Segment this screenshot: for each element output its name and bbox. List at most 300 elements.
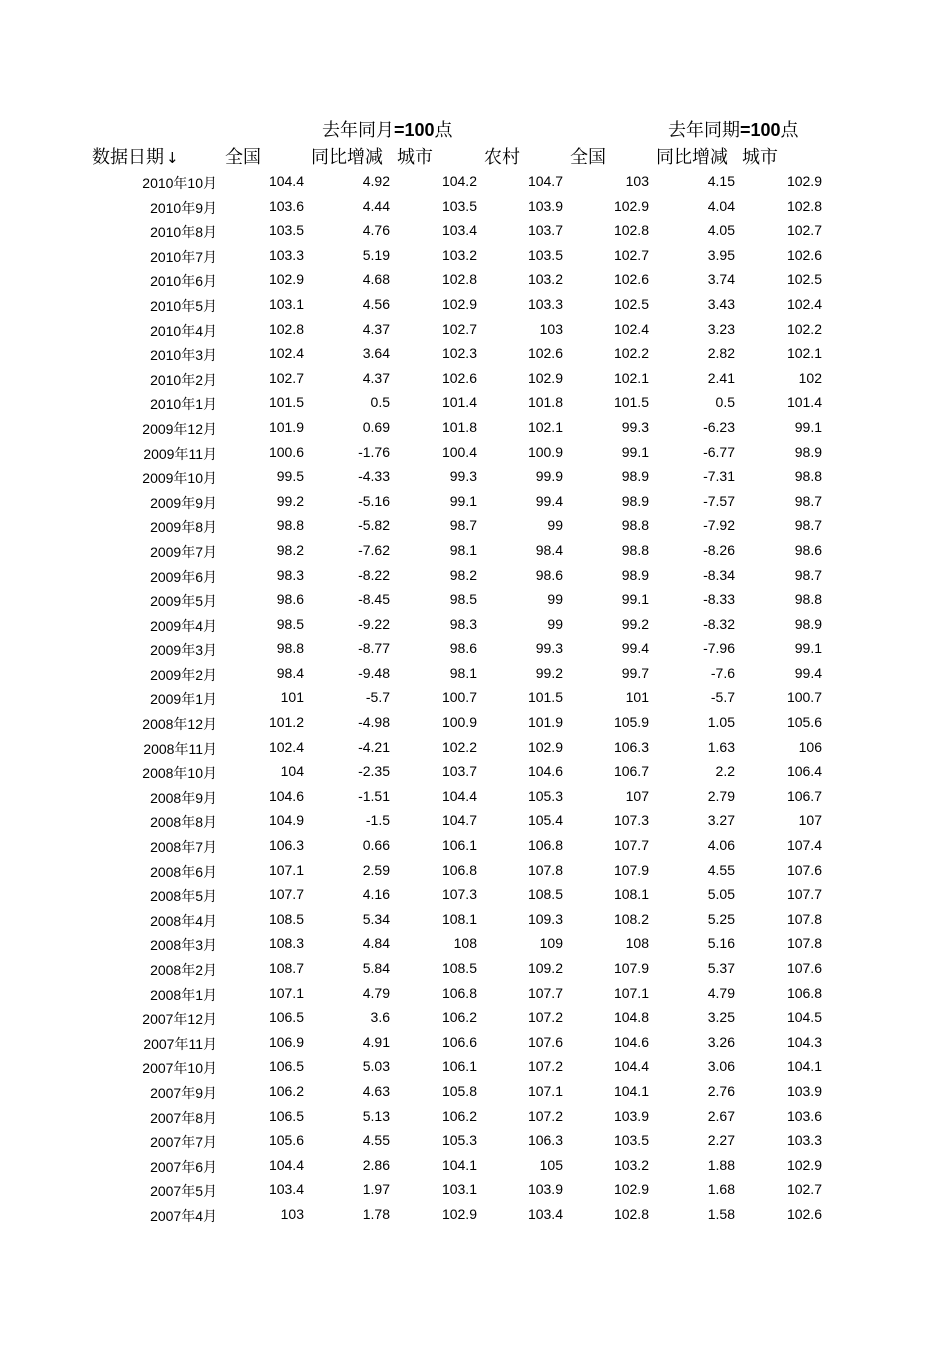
yoy-change-cell: 1.97 [362, 1181, 390, 1198]
national-index-cell: 100.6 [268, 443, 304, 460]
national-period-index-cell: 102.4 [613, 320, 649, 337]
city-index-cell: 105.3 [441, 1132, 477, 1149]
period-yoy-change-cell: 3.06 [707, 1058, 735, 1075]
rural-index-cell: 100.9 [527, 443, 563, 460]
table-row [0, 1178, 950, 1203]
city-index-cell: 102.3 [441, 345, 477, 362]
national-index-cell: 98.8 [276, 517, 304, 534]
date-cell: 2007年9月 [150, 1084, 217, 1101]
national-period-index-cell: 102.9 [613, 197, 649, 214]
period-yoy-change-cell: -8.26 [703, 541, 735, 558]
city-index-cell: 103.4 [441, 222, 477, 239]
city-index-cell: 102.9 [441, 295, 477, 312]
period-yoy-change-cell: 3.74 [707, 271, 735, 288]
table-row [0, 883, 950, 908]
table-row [0, 170, 950, 195]
yoy-change-cell: 3.64 [362, 345, 390, 362]
rural-index-cell: 99.2 [535, 664, 563, 681]
national-index-cell: 101.9 [268, 418, 304, 435]
yoy-change-cell: -1.51 [358, 787, 390, 804]
city-index-cell: 102.8 [441, 271, 477, 288]
city-index-cell: 98.1 [449, 541, 477, 558]
national-period-index-cell: 108.1 [613, 886, 649, 903]
city-period-index-cell: 102.6 [786, 246, 822, 263]
rural-index-cell: 107.2 [527, 1107, 563, 1124]
group-title-same-period: 去年同期=100点 [668, 120, 799, 141]
national-index-cell: 104 [280, 763, 304, 780]
national-period-index-cell: 107.3 [613, 812, 649, 829]
national-index-cell: 102.7 [268, 369, 304, 386]
rural-index-cell: 105 [539, 1156, 563, 1173]
national-index-cell: 102.4 [268, 345, 304, 362]
table-row [0, 711, 950, 736]
table-row [0, 785, 950, 810]
national-period-index-cell: 102.5 [613, 295, 649, 312]
national-index-cell: 98.2 [276, 541, 304, 558]
rural-index-cell: 109.2 [527, 960, 563, 976]
city-period-index-cell: 103.3 [786, 1132, 822, 1149]
date-cell: 2008年5月 [150, 888, 217, 905]
date-cell: 2009年12月 [142, 420, 217, 437]
header-national-2: 全国 [570, 147, 606, 168]
yoy-change-cell: -5.7 [365, 689, 390, 706]
yoy-change-cell: 4.37 [362, 369, 390, 386]
city-index-cell: 108 [453, 935, 477, 952]
header-date[interactable]: 数据日期 ↓ [92, 147, 179, 168]
table-row [0, 834, 950, 859]
city-period-index-cell: 102.6 [786, 1205, 822, 1222]
city-period-index-cell: 99.4 [794, 664, 822, 681]
period-yoy-change-cell: 1.68 [707, 1181, 735, 1198]
period-yoy-change-cell: 1.58 [707, 1205, 735, 1222]
rural-index-cell: 103.5 [527, 246, 563, 263]
national-period-index-cell: 102.8 [613, 1205, 649, 1222]
table-row [0, 1129, 950, 1154]
national-period-index-cell: 99.1 [621, 443, 649, 460]
table-row [0, 564, 950, 589]
yoy-change-cell: 4.37 [362, 320, 390, 337]
period-yoy-change-cell: 4.04 [707, 197, 735, 214]
rural-index-cell: 105.4 [527, 812, 563, 829]
national-index-cell: 104.6 [268, 787, 304, 804]
national-period-index-cell: 103.9 [613, 1107, 649, 1124]
yoy-change-cell: 4.91 [362, 1033, 390, 1050]
header-rural: 农村 [484, 147, 520, 168]
national-index-cell: 98.3 [276, 566, 304, 583]
period-yoy-change-cell: 4.15 [707, 173, 735, 189]
table-row [0, 809, 950, 834]
rural-index-cell: 105.3 [527, 787, 563, 804]
city-index-cell: 100.9 [441, 714, 477, 731]
city-period-index-cell: 102.2 [786, 320, 822, 337]
yoy-change-cell: 5.19 [362, 246, 390, 263]
city-period-index-cell: 106.7 [786, 787, 822, 804]
table-row [0, 293, 950, 318]
national-period-index-cell: 107.9 [613, 861, 649, 878]
table-row [0, 268, 950, 293]
yoy-change-cell: -7.62 [358, 541, 390, 558]
national-index-cell: 103 [280, 1205, 304, 1222]
city-period-index-cell: 102.9 [786, 173, 822, 189]
date-cell: 2009年4月 [150, 617, 217, 634]
city-index-cell: 102.9 [441, 1205, 477, 1222]
rural-index-cell: 103.3 [527, 295, 563, 312]
date-cell: 2008年9月 [150, 789, 217, 806]
date-cell: 2009年9月 [150, 494, 217, 511]
period-yoy-change-cell: 4.06 [707, 837, 735, 854]
date-cell: 2009年3月 [150, 642, 217, 659]
period-yoy-change-cell: -8.33 [703, 591, 735, 608]
yoy-change-cell: 4.68 [362, 271, 390, 288]
city-index-cell: 107.3 [441, 886, 477, 903]
yoy-change-cell: 5.34 [362, 910, 390, 927]
period-yoy-change-cell: 4.55 [707, 861, 735, 878]
yoy-change-cell: -4.33 [358, 468, 390, 485]
yoy-change-cell: -8.22 [358, 566, 390, 583]
period-yoy-change-cell: 4.05 [707, 222, 735, 239]
city-index-cell: 99.1 [449, 492, 477, 509]
yoy-change-cell: -4.21 [358, 738, 390, 755]
date-cell: 2009年1月 [150, 691, 217, 708]
national-index-cell: 108.3 [268, 935, 304, 952]
national-period-index-cell: 98.9 [621, 566, 649, 583]
rural-index-cell: 101.9 [527, 714, 563, 731]
national-index-cell: 103.1 [268, 295, 304, 312]
table-row [0, 662, 950, 687]
city-index-cell: 98.1 [449, 664, 477, 681]
national-period-index-cell: 107.9 [613, 960, 649, 976]
city-index-cell: 103.5 [441, 197, 477, 214]
yoy-change-cell: 4.56 [362, 295, 390, 312]
national-period-index-cell: 101.5 [613, 394, 649, 411]
table-row [0, 957, 950, 982]
table-row [0, 318, 950, 343]
city-period-index-cell: 98.7 [794, 517, 822, 534]
rural-index-cell: 103.4 [527, 1205, 563, 1222]
yoy-change-cell: 4.16 [362, 886, 390, 903]
rural-index-cell: 103.9 [527, 1181, 563, 1198]
city-period-index-cell: 105.6 [786, 714, 822, 731]
city-period-index-cell: 102.8 [786, 197, 822, 214]
yoy-change-cell: -8.77 [358, 640, 390, 657]
yoy-change-cell: 4.55 [362, 1132, 390, 1149]
city-period-index-cell: 99.1 [794, 418, 822, 435]
city-period-index-cell: 107.6 [786, 861, 822, 878]
header-yoy-2: 同比增减 [656, 147, 728, 168]
city-index-cell: 98.5 [449, 591, 477, 608]
rural-index-cell: 102.9 [527, 369, 563, 386]
city-index-cell: 106.8 [441, 861, 477, 878]
date-cell: 2008年6月 [150, 863, 217, 880]
city-index-cell: 102.2 [441, 738, 477, 755]
date-cell: 2010年6月 [150, 273, 217, 290]
city-period-index-cell: 98.7 [794, 492, 822, 509]
date-cell: 2007年8月 [150, 1109, 217, 1126]
national-index-cell: 107.1 [268, 861, 304, 878]
date-cell: 2008年10月 [142, 765, 217, 782]
rural-index-cell: 101.8 [527, 394, 563, 411]
city-period-index-cell: 98.9 [794, 443, 822, 460]
city-period-index-cell: 102.9 [786, 1156, 822, 1173]
rural-index-cell: 101.5 [527, 689, 563, 706]
period-yoy-change-cell: 3.43 [707, 295, 735, 312]
city-period-index-cell: 107.6 [786, 960, 822, 976]
period-yoy-change-cell: 3.23 [707, 320, 735, 337]
city-index-cell: 98.3 [449, 615, 477, 632]
national-period-index-cell: 108 [625, 935, 649, 952]
city-index-cell: 103.7 [441, 763, 477, 780]
period-yoy-change-cell: 5.16 [707, 935, 735, 952]
city-period-index-cell: 100.7 [786, 689, 822, 706]
period-yoy-change-cell: -7.31 [703, 468, 735, 485]
period-yoy-change-cell: -6.23 [703, 418, 735, 435]
period-yoy-change-cell: 3.95 [707, 246, 735, 263]
city-index-cell: 98.6 [449, 640, 477, 657]
table-row [0, 613, 950, 638]
national-period-index-cell: 98.9 [621, 492, 649, 509]
period-yoy-change-cell: -7.92 [703, 517, 735, 534]
national-period-index-cell: 101 [625, 689, 649, 706]
city-period-index-cell: 102.1 [786, 345, 822, 362]
period-yoy-change-cell: 2.2 [715, 763, 735, 780]
rural-index-cell: 106.3 [527, 1132, 563, 1149]
table-row [0, 982, 950, 1007]
city-period-index-cell: 107 [798, 812, 822, 829]
city-period-index-cell: 102 [798, 369, 822, 386]
period-yoy-change-cell: -8.34 [703, 566, 735, 583]
national-index-cell: 106.5 [268, 1009, 304, 1026]
city-period-index-cell: 104.1 [786, 1058, 822, 1075]
sort-down-arrow-icon[interactable]: ↓ [166, 149, 179, 167]
city-period-index-cell: 98.7 [794, 566, 822, 583]
national-index-cell: 106.5 [268, 1107, 304, 1124]
national-index-cell: 107.7 [268, 886, 304, 903]
yoy-change-cell: 4.76 [362, 222, 390, 239]
yoy-change-cell: -9.22 [358, 615, 390, 632]
period-yoy-change-cell: -7.6 [710, 664, 735, 681]
period-yoy-change-cell: -5.7 [710, 689, 735, 706]
date-cell: 2007年5月 [150, 1183, 217, 1200]
national-index-cell: 108.7 [268, 960, 304, 976]
city-period-index-cell: 99.1 [794, 640, 822, 657]
group-title-same-month: 去年同月=100点 [322, 120, 453, 141]
rural-index-cell: 102.1 [527, 418, 563, 435]
period-yoy-change-cell: 3.25 [707, 1009, 735, 1026]
date-cell: 2010年8月 [150, 224, 217, 241]
table-row [0, 908, 950, 933]
national-index-cell: 104.4 [268, 1156, 304, 1173]
national-index-cell: 108.5 [268, 910, 304, 927]
date-cell: 2007年6月 [150, 1158, 217, 1175]
header-city-1: 城市 [397, 147, 433, 168]
national-index-cell: 103.3 [268, 246, 304, 263]
yoy-change-cell: 3.6 [370, 1009, 390, 1026]
date-cell: 2007年10月 [142, 1060, 217, 1077]
rural-index-cell: 107.8 [527, 861, 563, 878]
rural-index-cell: 109 [539, 935, 563, 952]
city-index-cell: 98.2 [449, 566, 477, 583]
national-index-cell: 106.9 [268, 1033, 304, 1050]
rural-index-cell: 99 [547, 591, 563, 608]
date-cell: 2010年1月 [150, 396, 217, 413]
date-cell: 2008年1月 [150, 986, 217, 1003]
city-period-index-cell: 98.6 [794, 541, 822, 558]
yoy-change-cell: 0.69 [362, 418, 390, 435]
yoy-change-cell: -8.45 [358, 591, 390, 608]
table-row [0, 441, 950, 466]
date-cell: 2010年2月 [150, 371, 217, 388]
period-yoy-change-cell: 2.67 [707, 1107, 735, 1124]
period-yoy-change-cell: 3.27 [707, 812, 735, 829]
date-cell: 2010年7月 [150, 248, 217, 265]
city-period-index-cell: 102.7 [786, 1181, 822, 1198]
yoy-change-cell: -1.5 [365, 812, 390, 829]
yoy-change-cell: 4.84 [362, 935, 390, 952]
national-index-cell: 106.2 [268, 1082, 304, 1099]
table-row [0, 588, 950, 613]
period-yoy-change-cell: 0.5 [715, 394, 735, 411]
rural-index-cell: 102.6 [527, 345, 563, 362]
yoy-change-cell: -5.16 [358, 492, 390, 509]
city-index-cell: 104.2 [441, 173, 477, 189]
date-cell: 2008年11月 [143, 740, 217, 757]
rural-index-cell: 103.2 [527, 271, 563, 288]
date-cell: 2008年2月 [150, 962, 217, 978]
city-index-cell: 106.1 [441, 837, 477, 854]
national-index-cell: 104.9 [268, 812, 304, 829]
yoy-change-cell: 2.86 [362, 1156, 390, 1173]
yoy-change-cell: 4.63 [362, 1082, 390, 1099]
city-index-cell: 106.2 [441, 1107, 477, 1124]
header-yoy-1: 同比增减 [311, 147, 383, 168]
date-cell: 2010年3月 [150, 347, 217, 364]
city-index-cell: 106.1 [441, 1058, 477, 1075]
city-period-index-cell: 98.8 [794, 591, 822, 608]
date-cell: 2008年7月 [150, 839, 217, 856]
rural-index-cell: 107.7 [527, 984, 563, 1001]
period-yoy-change-cell: 1.63 [707, 738, 735, 755]
table-row [0, 1031, 950, 1056]
national-index-cell: 106.5 [268, 1058, 304, 1075]
date-cell: 2009年6月 [150, 568, 217, 585]
yoy-change-cell: -1.76 [358, 443, 390, 460]
city-index-cell: 106.2 [441, 1009, 477, 1026]
city-index-cell: 100.4 [441, 443, 477, 460]
period-yoy-change-cell: 2.27 [707, 1132, 735, 1149]
table-row [0, 736, 950, 761]
yoy-change-cell: 5.13 [362, 1107, 390, 1124]
table-row [0, 391, 950, 416]
header-national-1: 全国 [225, 147, 261, 168]
national-index-cell: 104.4 [268, 173, 304, 189]
city-index-cell: 105.8 [441, 1082, 477, 1099]
yoy-change-cell: 4.79 [362, 984, 390, 1001]
national-index-cell: 103.4 [268, 1181, 304, 1198]
city-index-cell: 108.1 [441, 910, 477, 927]
yoy-change-cell: 2.59 [362, 861, 390, 878]
period-yoy-change-cell: 5.37 [707, 960, 735, 976]
city-period-index-cell: 106 [798, 738, 822, 755]
table-row [0, 1105, 950, 1130]
yoy-change-cell: -2.35 [358, 763, 390, 780]
table-row [0, 1203, 950, 1228]
national-index-cell: 103.5 [268, 222, 304, 239]
date-cell: 2008年4月 [150, 912, 217, 929]
rural-index-cell: 107.1 [527, 1082, 563, 1099]
city-period-index-cell: 102.7 [786, 222, 822, 239]
national-period-index-cell: 102.8 [613, 222, 649, 239]
national-period-index-cell: 103 [625, 173, 649, 189]
national-period-index-cell: 99.1 [621, 591, 649, 608]
period-yoy-change-cell: 1.88 [707, 1156, 735, 1173]
national-period-index-cell: 98.8 [621, 517, 649, 534]
rural-index-cell: 103.7 [527, 222, 563, 239]
rural-index-cell: 103 [539, 320, 563, 337]
national-period-index-cell: 107.1 [613, 984, 649, 1001]
yoy-change-cell: 5.03 [362, 1058, 390, 1075]
city-index-cell: 108.5 [441, 960, 477, 976]
period-yoy-change-cell: -7.96 [703, 640, 735, 657]
national-index-cell: 99.5 [276, 468, 304, 485]
rural-index-cell: 99 [547, 615, 563, 632]
period-yoy-change-cell: 4.79 [707, 984, 735, 1001]
rural-index-cell: 99.9 [535, 468, 563, 485]
city-period-index-cell: 107.8 [786, 935, 822, 952]
national-period-index-cell: 104.4 [613, 1058, 649, 1075]
yoy-change-cell: 0.66 [362, 837, 390, 854]
city-period-index-cell: 103.9 [786, 1082, 822, 1099]
city-index-cell: 103.1 [441, 1181, 477, 1198]
city-index-cell: 99.3 [449, 468, 477, 485]
table-row [0, 932, 950, 957]
national-period-index-cell: 108.2 [613, 910, 649, 927]
city-period-index-cell: 102.5 [786, 271, 822, 288]
table-row [0, 490, 950, 515]
period-yoy-change-cell: 2.82 [707, 345, 735, 362]
period-yoy-change-cell: -8.32 [703, 615, 735, 632]
national-period-index-cell: 99.2 [621, 615, 649, 632]
national-period-index-cell: 104.1 [613, 1082, 649, 1099]
rural-index-cell: 107.2 [527, 1058, 563, 1075]
rural-index-cell: 98.4 [535, 541, 563, 558]
national-index-cell: 102.4 [268, 738, 304, 755]
national-period-index-cell: 98.8 [621, 541, 649, 558]
city-index-cell: 102.6 [441, 369, 477, 386]
header-city-2: 城市 [742, 147, 778, 168]
yoy-change-cell: 0.5 [370, 394, 390, 411]
national-period-index-cell: 103.5 [613, 1132, 649, 1149]
city-index-cell: 104.4 [441, 787, 477, 804]
table-row [0, 1055, 950, 1080]
city-period-index-cell: 98.9 [794, 615, 822, 632]
national-index-cell: 101.5 [268, 394, 304, 411]
table-row [0, 465, 950, 490]
national-index-cell: 106.3 [268, 837, 304, 854]
city-index-cell: 106.6 [441, 1033, 477, 1050]
national-period-index-cell: 107.7 [613, 837, 649, 854]
table-row [0, 1154, 950, 1179]
city-index-cell: 98.7 [449, 517, 477, 534]
rural-index-cell: 106.8 [527, 837, 563, 854]
national-period-index-cell: 105.9 [613, 714, 649, 731]
national-index-cell: 98.8 [276, 640, 304, 657]
period-yoy-change-cell: 2.41 [707, 369, 735, 386]
table-row [0, 244, 950, 269]
city-index-cell: 103.2 [441, 246, 477, 263]
national-period-index-cell: 99.4 [621, 640, 649, 657]
date-cell: 2009年11月 [143, 445, 217, 462]
rural-index-cell: 104.7 [527, 173, 563, 189]
